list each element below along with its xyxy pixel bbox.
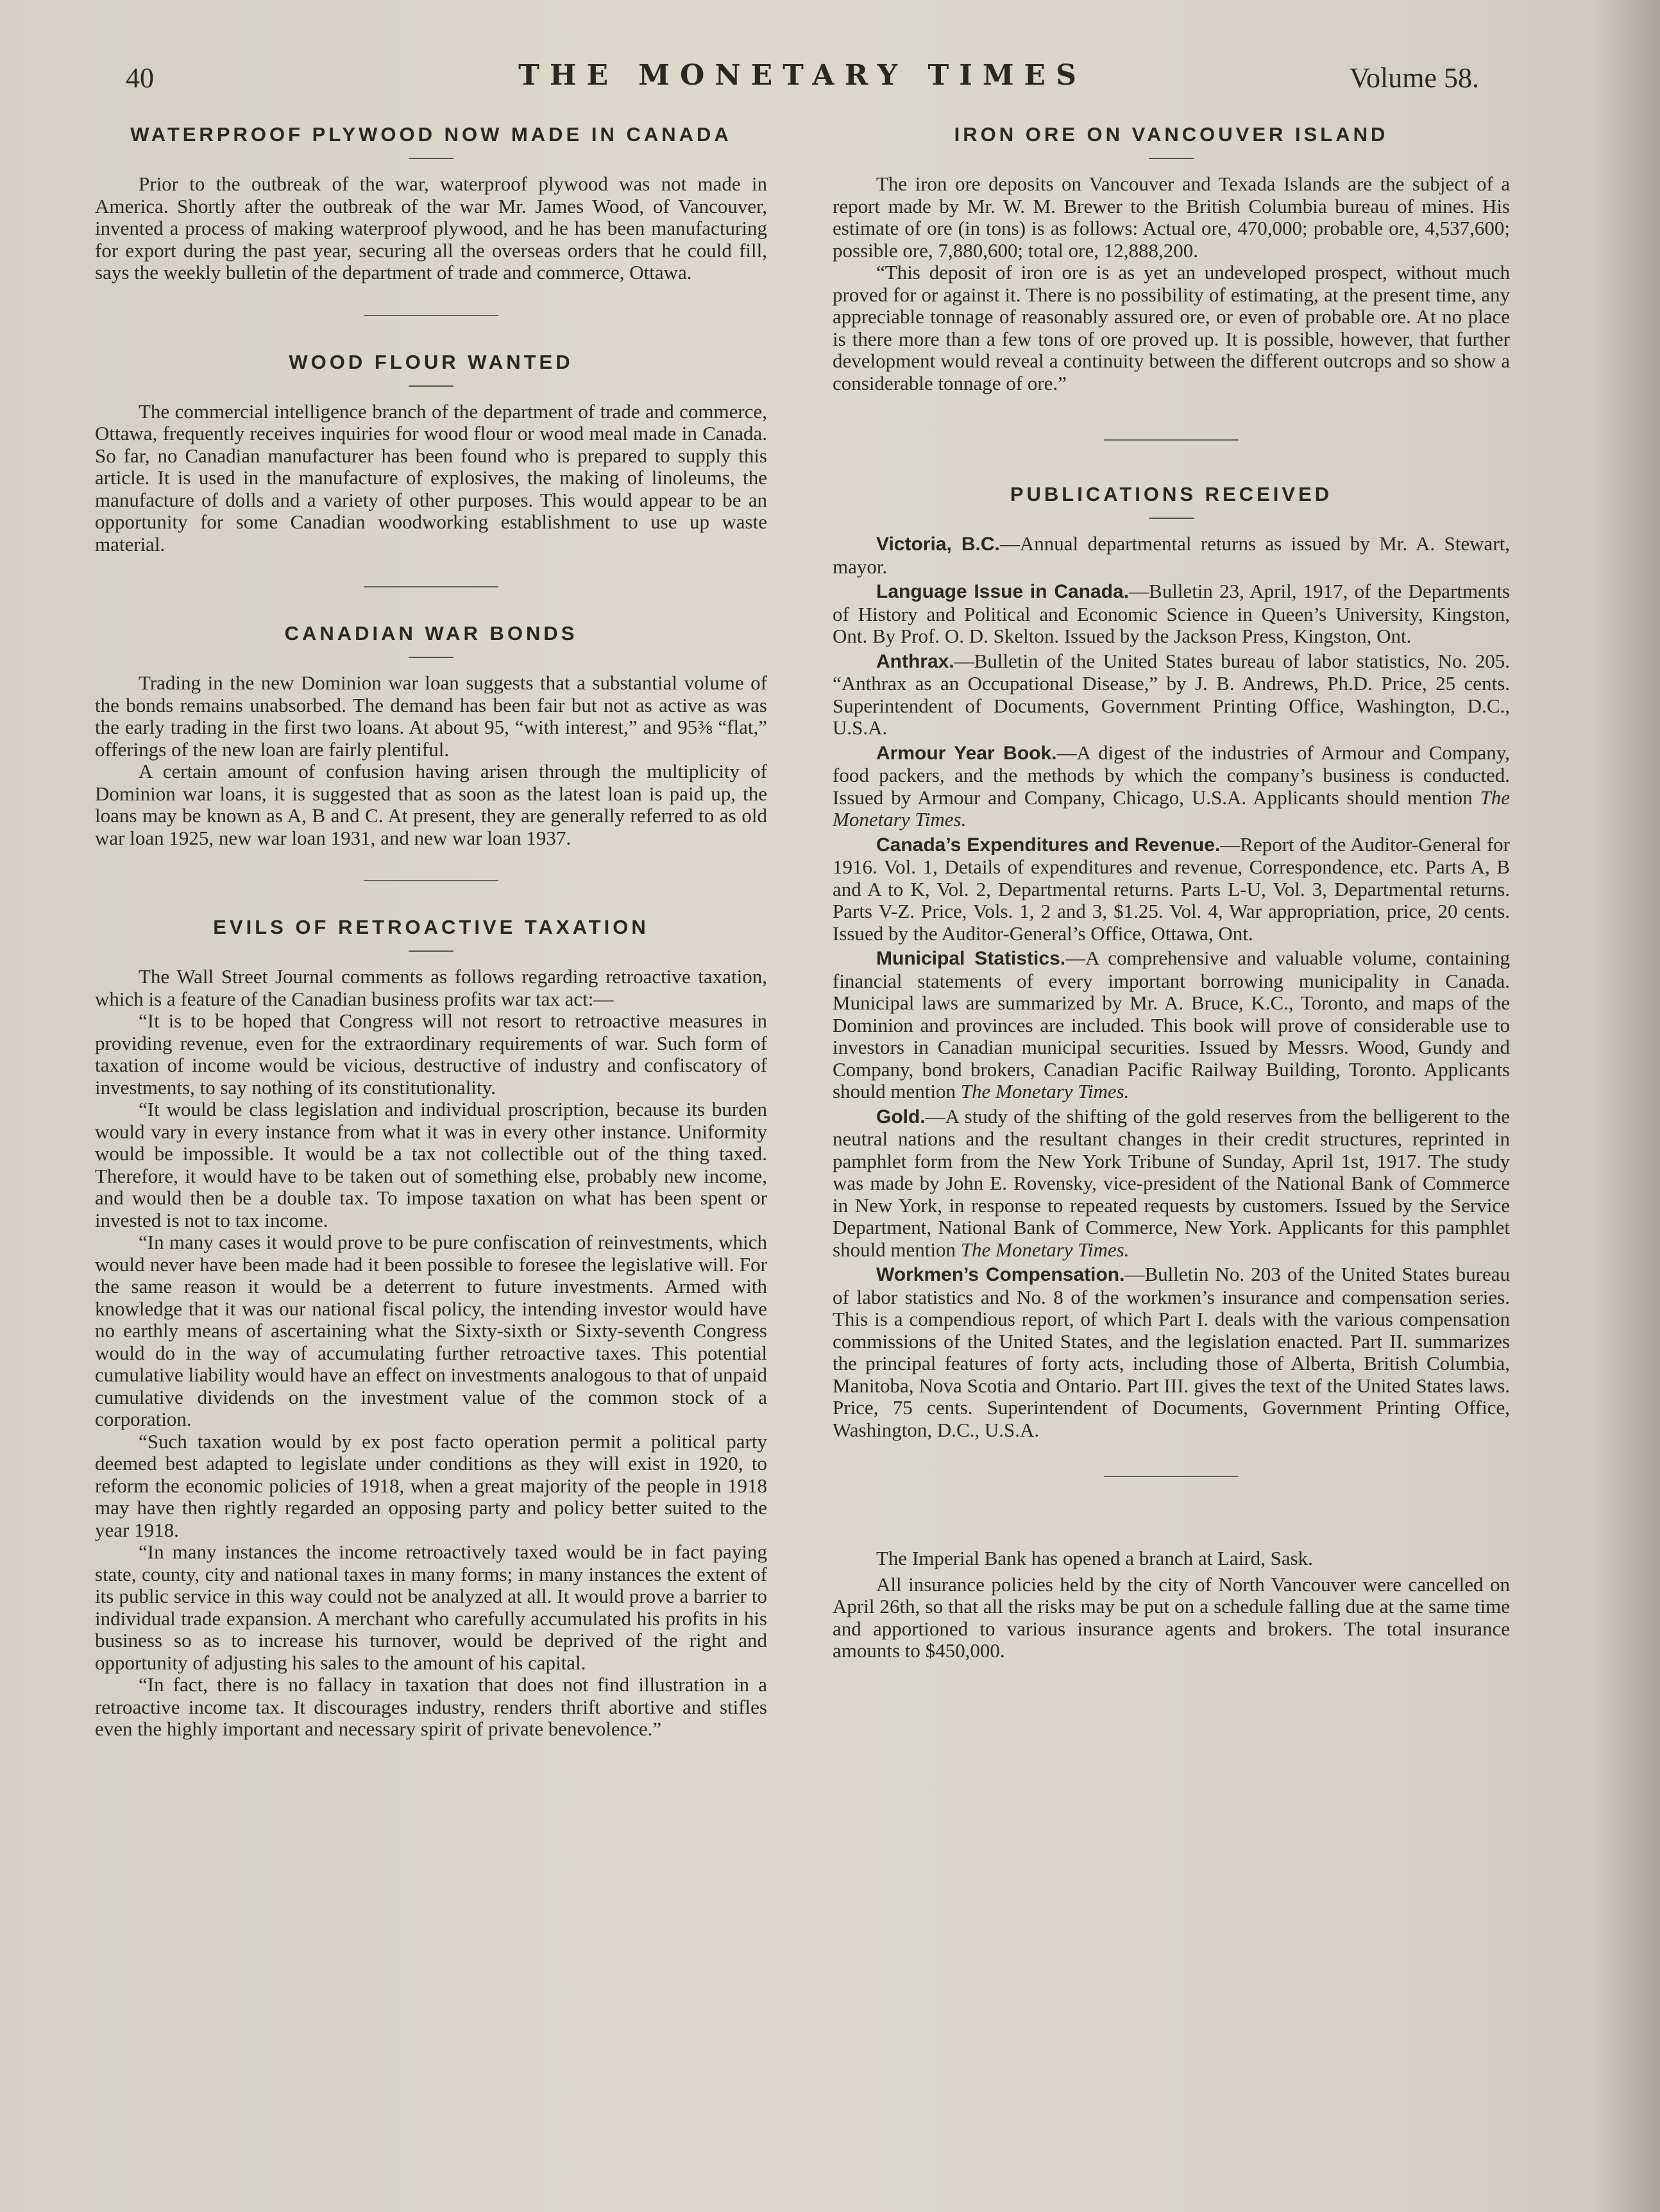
- publication-name: Municipal Statistics.: [876, 948, 1066, 969]
- article-title: WATERPROOF PLYWOOD NOW MADE IN CANADA: [130, 123, 732, 146]
- publication-text: —Bulletin of the United States bureau of labor statistics, No. 205. “Anthrax as an Occupational Disease,” by J. B. Andrews, Ph.D. Price, 25 cents. Superintendent of Documents, Government Printing Office, Washington, D.C., U.S.A.: [833, 649, 1510, 739]
- title-rule: [1149, 158, 1194, 159]
- article-title: WOOD FLOUR WANTED: [289, 350, 573, 373]
- article-iron-ore: [833, 122, 1510, 394]
- right-column: [833, 122, 1510, 1662]
- title-rule: [409, 385, 453, 387]
- publication-text: —Bulletin No. 203 of the United States bureau of labor statistics and No. 8 of the workmen’s insurance and compensation series. This is a compendious report, of which Part I. deals with the various compensation commissions of the United States, and the legislation enacted. Part II. summarizes the principal features of forty acts, including those of Alberta, British Columbia, Manitoba, Nova Scotia and Ontario. Part III. gives the text of the United States laws. Price, 75 cents. Superintendent of Documents, Government Printing Office, Washington, D.C., U.S.A.: [833, 1263, 1510, 1441]
- publication-text: —A comprehensive and valuable volume, containing financial statements of every important borrowing municipality in Canada. Municipal laws are summarized by Mr. A. Bruce, K.C., Toronto, and maps of the Dominion and provinces are included. This book will prove of considerable use to investors in Canadian municipal securities. Issued by Messrs. Wood, Gundy and Company, bond brokers, Canadian Pacific Railway Building, Toronto. Applicants should mention: [833, 947, 1510, 1102]
- article-separator: [1104, 1476, 1239, 1477]
- left-column: [95, 122, 767, 1741]
- publication-mention: The Monetary Times.: [960, 1080, 1130, 1102]
- publication-text: —Bulletin 23, April, 1917, of the Departments of History and Political and Economic Science in Queen’s University, Kingston, Ont. By Prof. O. D. Skelton. Issued by the Jackson Press, Kingston, Ont.: [833, 580, 1511, 647]
- paragraph: The commercial intelligence branch of the department of trade and commerce, Ottawa, frequently receives inquiries for wood flour or wood meal made in Canada. So far, no Canadian manufacturer has been found who is prepared to supply this article. It is used in the manufacture of explosives, the making of linoleums, the manufacture of dolls and a variety of other purposes. This would appear to be an opportunity for some Canadian woodworking establishment to use up waste material.: [95, 400, 767, 555]
- publication-entry: [833, 1263, 1510, 1441]
- article-retroactive-taxation: [95, 915, 767, 1741]
- article-war-bonds: [95, 621, 767, 849]
- article-separator: [364, 315, 498, 316]
- article-separator: [364, 586, 498, 587]
- publication-entry: [833, 533, 1510, 578]
- paragraph: Trading in the new Dominion war loan suggests that a substantial volume of the bonds remains unabsorbed. The demand has been fair but not as active as was the early trading in the first two loans. At about 95, “with interest,” and 95⅜ “flat,” offerings of the new loan are fairly plentiful.: [95, 671, 767, 761]
- paragraph: “In fact, there is no fallacy in taxation that does not find illustration in a retroactive income tax. It discourages industry, renders thrift abortive and stifles even the highly important and necessary spirit of private benevolence.”: [95, 1673, 767, 1740]
- publication-text: —A study of the shifting of the gold reserves from the belligerent to the neutral nations and the resultant changes in their credit structures, reprinted in pamphlet form from the New York Tribune of Sunday, April 1st, 1917. The study was made by John E. Rovensky, vice-president of the National Bank of Commerce in New York, in response to repeated requests by customers. Issued by the Service Department, National Bank of Commerce, New York. Applicants for this pamphlet should mention: [833, 1104, 1510, 1261]
- article-publications: [833, 482, 1510, 1441]
- publication-entry: [833, 742, 1510, 831]
- publication-entry: [833, 1106, 1510, 1262]
- publication-name: Workmen’s Compensation.: [876, 1264, 1125, 1285]
- paragraph: “In many instances the income retroactively taxed would be in fact paying state, county, city and national taxes in many forms; in many instances the extent of its public service in this way could not be analyzed at all. It would prove a barrier to individual trade expansion. A merchant who carefully accumulated his profits in his business so as to increase his turnover, would be deprived of the right and opportunity of adjusting his sales to the amount of his capital.: [95, 1541, 767, 1674]
- paragraph: The Imperial Bank has opened a branch at Laird, Sask.: [876, 1547, 1313, 1569]
- title-rule: [1149, 518, 1194, 519]
- paragraph: “This deposit of iron ore is as yet an undeveloped prospect, without much proved for or against it. There is no possibility of estimating, at the present time, any appreciable tonnage of reasonably assured ore, or even of probable ore. At no place is there more than a few tons of ore proved up. It is possible, however, that further development would reveal a continuity between the different outcrops and so show a considerable tonnage of ore.”: [833, 261, 1510, 394]
- page-header: [126, 59, 1479, 104]
- article-title: EVILS OF RETROACTIVE TAXATION: [213, 916, 649, 938]
- publication-name: Language Issue in Canada.: [876, 581, 1130, 602]
- publication-name: Victoria, B.C.: [876, 534, 1000, 555]
- publication-text: —A digest of the industries of Armour and Company, food packers, and the methods by which the company’s business is conducted. Issued by Armour and Company, Chicago, U.S.A. Applicants should mention: [833, 741, 1511, 809]
- publication-mention: The Monetary Times.: [833, 786, 1510, 831]
- publication-entry: [833, 580, 1510, 648]
- publication-name: Gold.: [876, 1106, 926, 1127]
- article-separator: [364, 880, 498, 881]
- article-plywood: [95, 122, 767, 284]
- paragraph: Prior to the outbreak of the war, waterproof plywood was not made in America. Shortly after the outbreak of the war Mr. James Wood, of Vancouver, invented a process of making waterproof plywood, and he has been manufacturing for export during the past year, securing all the overseas orders that he could fill, says the weekly bulletin of the department of trade and commerce, Ottawa.: [95, 173, 767, 283]
- title-rule: [409, 950, 453, 952]
- publication-name: Anthrax.: [876, 650, 954, 672]
- publication-entry: [833, 834, 1510, 945]
- article-title: CANADIAN WAR BONDS: [284, 622, 578, 645]
- magazine-title: THE MONETARY TIMES: [518, 59, 1087, 92]
- publication-text: —Annual departmental returns as issued by Mr. A. Stewart, mayor.: [833, 532, 1511, 578]
- paragraph: A certain amount of confusion having arisen through the multiplicity of Dominion war loans, it is suggested that as soon as the latest loan is paid up, the loans may be known as A, B and C. At present, they are generally referred to as old war loan 1925, new war loan 1931, and new war loan 1937.: [95, 760, 767, 849]
- article-wood-flour: [95, 350, 767, 556]
- publication-mention: The Monetary Times.: [960, 1238, 1130, 1261]
- paragraph: The Wall Street Journal comments as follows regarding retroactive taxation, which is a feature of the Canadian business profits war tax act:—: [95, 965, 767, 1010]
- article-separator: [1104, 439, 1239, 441]
- paragraph: “It is to be hoped that Congress will not resort to retroactive measures in providing revenue, even for the extraordinary requirements of war. Such form of taxation of income would be vicious, destructive of industry and confiscatory of investments, to say nothing of its constitutionality.: [95, 1009, 767, 1099]
- paragraph: “In many cases it would prove to be pure confiscation of reinvestments, which would never have been made had it been possible to foresee the legislative will. For the same reason it would be a deterrent to future investments. Armed with knowledge that it was our national fiscal policy, the intending investor would have no earthly means of ascertaining what the Sixty-sixth or Sixty-seventh Congress would do in the way of accumulating further retroactive taxes. This potential cumulative liability would have an effect on investments analogous to that of unpaid cumulative dividends on the investment value of the common stock of a corporation.: [95, 1231, 768, 1430]
- publication-entry: [833, 947, 1510, 1103]
- title-rule: [409, 158, 453, 159]
- publication-entry: [833, 650, 1510, 739]
- publication-name: Canada’s Expenditures and Revenue.: [876, 834, 1221, 856]
- paragraph: “It would be class legislation and individual proscription, because its burden would vary in every instance from what it was in every other instance. Uniformity would be impossible. It would be a tax not collectible out of the thing taxed. Therefore, it would have to be taken out of something else, probably new income, and would then be a double tax. To impose taxation on what has been spent or invested is not to tax income.: [95, 1098, 767, 1231]
- paragraph: “Such taxation would by ex post facto operation permit a political party deemed best adapted to legislate under conditions as they will exist in 1920, to reform the economic policies of 1918, when a great majority of the people in 1918 may have then rightly regarded an opposing party and policy better suited to the year 1918.: [95, 1430, 767, 1541]
- news-notes: [833, 1548, 1510, 1662]
- volume-label: Volume 58.: [1349, 62, 1479, 94]
- publication-text: —Report of the Auditor-General for 1916. Vol. 1, Details of expenditures and revenue, Correspondence, etc. Parts A, B and A to K, Vol. 2, Departmental returns. Parts L-U, Vol. 3, Departmental returns. Parts V-Z. Price, Vols. 1, 2 and 3, $1.25. Vol. 4, War appropriation, price, 20 cents. Issued by the Auditor-General’s Office, Ottawa, Ont.: [833, 832, 1510, 945]
- paragraph: The iron ore deposits on Vancouver and Texada Islands are the subject of a report made by Mr. W. M. Brewer to the British Columbia bureau of mines. His estimate of ore (in tons) is as follows: Actual ore, 470,000; probable ore, 4,537,600; possible ore, 7,880,600; total ore, 12,888,200.: [833, 173, 1510, 262]
- article-title: PUBLICATIONS RECEIVED: [1010, 483, 1333, 505]
- paragraph: All insurance policies held by the city of North Vancouver were cancelled on April 26th, so that all the risks may be put on a schedule falling due at the same time and apportioned to various insurance agents and brokers. The total insurance amounts to $450,000.: [833, 1573, 1510, 1662]
- page-number: 40: [126, 62, 154, 94]
- title-rule: [409, 657, 453, 658]
- article-title: IRON ORE ON VANCOUVER ISLAND: [954, 123, 1389, 146]
- publication-name: Armour Year Book.: [876, 742, 1057, 764]
